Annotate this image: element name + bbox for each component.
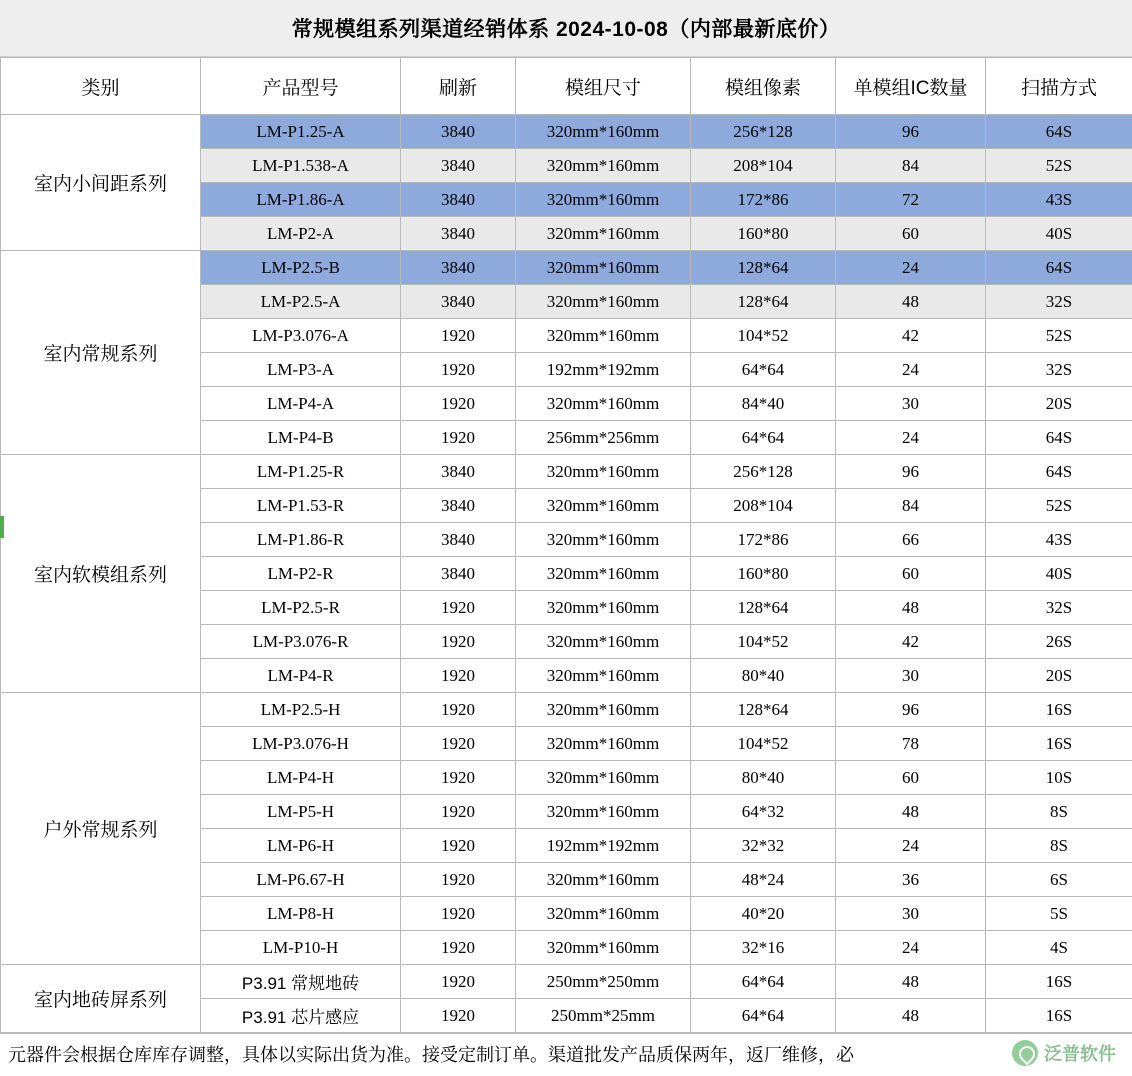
model-cell[interactable]: P3.91 芯片感应 [201,999,401,1033]
module-size-cell[interactable]: 320mm*160mm [516,523,691,557]
ic-count-cell[interactable]: 72 [836,183,986,217]
sheet-title: 常规模组系列渠道经销体系 2024-10-08（内部最新底价） [0,0,1132,57]
scan-mode-cell[interactable]: 40S [986,217,1132,251]
scan-mode-cell[interactable]: 32S [986,285,1132,319]
scan-mode-cell[interactable]: 64S [986,455,1132,489]
model-cell[interactable]: LM-P10-H [201,931,401,965]
refresh-cell[interactable]: 1920 [401,591,516,625]
ic-count-cell[interactable]: 96 [836,455,986,489]
row-selection-marker [0,516,4,538]
module-size-cell[interactable]: 320mm*160mm [516,591,691,625]
scan-mode-cell[interactable]: 8S [986,795,1132,829]
module-pixels-cell[interactable]: 40*20 [691,897,836,931]
category-cell[interactable]: 室内小间距系列 [1,115,201,251]
ic-count-cell[interactable]: 42 [836,625,986,659]
table-row[interactable] [1,251,1132,285]
module-pixels-cell[interactable]: 128*64 [691,251,836,285]
refresh-cell[interactable]: 3840 [401,115,516,149]
table-row[interactable] [1,115,1132,149]
scan-mode-cell[interactable]: 6S [986,863,1132,897]
table-header-row [1,58,1132,115]
model-cell[interactable]: LM-P3.076-R [201,625,401,659]
column-header-category[interactable]: 类别 [1,58,201,115]
watermark-label: 泛普软件 [1044,1044,1116,1064]
column-header-ic-count[interactable]: 单模组IC数量 [836,58,986,115]
model-cell[interactable]: LM-P3.076-A [201,319,401,353]
ic-count-cell[interactable]: 60 [836,761,986,795]
ic-count-cell[interactable]: 24 [836,421,986,455]
model-cell[interactable]: LM-P5-H [201,795,401,829]
scan-mode-cell[interactable]: 43S [986,523,1132,557]
refresh-cell[interactable]: 3840 [401,183,516,217]
refresh-cell[interactable]: 3840 [401,557,516,591]
module-size-cell[interactable]: 320mm*160mm [516,625,691,659]
scan-mode-cell[interactable]: 20S [986,387,1132,421]
module-pixels-cell[interactable]: 128*64 [691,693,836,727]
scan-mode-cell[interactable]: 26S [986,625,1132,659]
price-table [0,57,1132,1033]
refresh-cell[interactable]: 1920 [401,727,516,761]
module-pixels-cell[interactable]: 104*52 [691,625,836,659]
model-cell[interactable]: LM-P2.5-B [201,251,401,285]
module-size-cell[interactable]: 320mm*160mm [516,285,691,319]
ic-count-cell[interactable]: 30 [836,659,986,693]
refresh-cell[interactable]: 1920 [401,999,516,1033]
scan-mode-cell[interactable]: 16S [986,999,1132,1033]
scan-mode-cell[interactable]: 43S [986,183,1132,217]
module-pixels-cell[interactable]: 160*80 [691,217,836,251]
scan-mode-cell[interactable]: 52S [986,149,1132,183]
column-header-module-size[interactable]: 模组尺寸 [516,58,691,115]
module-pixels-cell[interactable]: 64*64 [691,965,836,999]
refresh-cell[interactable]: 1920 [401,829,516,863]
scan-mode-cell[interactable]: 16S [986,693,1132,727]
ic-count-cell[interactable]: 48 [836,965,986,999]
model-cell[interactable]: LM-P1.53-R [201,489,401,523]
ic-count-cell[interactable]: 42 [836,319,986,353]
module-size-cell[interactable]: 320mm*160mm [516,217,691,251]
module-size-cell[interactable]: 320mm*160mm [516,727,691,761]
module-pixels-cell[interactable]: 48*24 [691,863,836,897]
ic-count-cell[interactable]: 96 [836,115,986,149]
ic-count-cell[interactable]: 24 [836,931,986,965]
module-size-cell[interactable]: 250mm*25mm [516,999,691,1033]
category-cell[interactable]: 户外常规系列 [1,693,201,965]
model-cell[interactable]: LM-P6-H [201,829,401,863]
model-cell[interactable]: LM-P3-A [201,353,401,387]
module-pixels-cell[interactable]: 208*104 [691,149,836,183]
module-pixels-cell[interactable]: 104*52 [691,319,836,353]
refresh-cell[interactable]: 3840 [401,251,516,285]
module-size-cell[interactable]: 320mm*160mm [516,489,691,523]
module-size-cell[interactable]: 320mm*160mm [516,761,691,795]
model-cell[interactable]: LM-P8-H [201,897,401,931]
scan-mode-cell[interactable]: 64S [986,421,1132,455]
table-row[interactable] [1,965,1132,999]
module-size-cell[interactable]: 320mm*160mm [516,897,691,931]
table-header [1,58,1132,115]
model-cell[interactable]: LM-P6.67-H [201,863,401,897]
module-pixels-cell[interactable]: 64*32 [691,795,836,829]
module-size-cell[interactable]: 320mm*160mm [516,319,691,353]
module-pixels-cell[interactable]: 172*86 [691,523,836,557]
refresh-cell[interactable]: 3840 [401,149,516,183]
refresh-cell[interactable]: 1920 [401,795,516,829]
module-size-cell[interactable]: 320mm*160mm [516,795,691,829]
module-pixels-cell[interactable]: 128*64 [691,591,836,625]
model-cell[interactable]: LM-P4-A [201,387,401,421]
module-size-cell[interactable]: 320mm*160mm [516,455,691,489]
ic-count-cell[interactable]: 60 [836,217,986,251]
refresh-cell[interactable]: 1920 [401,625,516,659]
watermark [1012,1040,1116,1066]
scan-mode-cell[interactable]: 4S [986,931,1132,965]
category-cell[interactable]: 室内地砖屏系列 [1,965,201,1033]
scan-mode-cell[interactable]: 16S [986,965,1132,999]
module-size-cell[interactable]: 320mm*160mm [516,863,691,897]
ic-count-cell[interactable]: 24 [836,251,986,285]
column-header-refresh[interactable]: 刷新 [401,58,516,115]
module-pixels-cell[interactable]: 172*86 [691,183,836,217]
scan-mode-cell[interactable]: 16S [986,727,1132,761]
scan-mode-cell[interactable]: 64S [986,251,1132,285]
module-size-cell[interactable]: 250mm*250mm [516,965,691,999]
model-cell[interactable]: LM-P2.5-R [201,591,401,625]
ic-count-cell[interactable]: 30 [836,897,986,931]
module-pixels-cell[interactable]: 208*104 [691,489,836,523]
refresh-cell[interactable]: 1920 [401,659,516,693]
model-cell[interactable]: LM-P2.5-H [201,693,401,727]
model-cell[interactable]: LM-P2-A [201,217,401,251]
module-size-cell[interactable]: 320mm*160mm [516,387,691,421]
ic-count-cell[interactable]: 78 [836,727,986,761]
module-pixels-cell[interactable]: 64*64 [691,421,836,455]
scan-mode-cell[interactable]: 10S [986,761,1132,795]
module-size-cell[interactable]: 320mm*160mm [516,251,691,285]
refresh-cell[interactable]: 1920 [401,319,516,353]
column-header-scan-mode[interactable]: 扫描方式 [986,58,1132,115]
model-cell[interactable]: LM-P1.538-A [201,149,401,183]
footnote-row [0,1033,1132,1074]
ic-count-cell[interactable]: 48 [836,591,986,625]
module-size-cell[interactable]: 320mm*160mm [516,659,691,693]
refresh-cell[interactable]: 1920 [401,693,516,727]
module-pixels-cell[interactable]: 64*64 [691,353,836,387]
ic-count-cell[interactable]: 48 [836,999,986,1033]
ic-count-cell[interactable]: 30 [836,387,986,421]
ic-count-cell[interactable]: 36 [836,863,986,897]
refresh-cell[interactable]: 1920 [401,761,516,795]
module-size-cell[interactable]: 320mm*160mm [516,183,691,217]
model-cell[interactable]: LM-P3.076-H [201,727,401,761]
column-header-model[interactable]: 产品型号 [201,58,401,115]
model-cell[interactable]: LM-P1.86-R [201,523,401,557]
column-header-module-pixels[interactable]: 模组像素 [691,58,836,115]
model-cell[interactable]: LM-P1.86-A [201,183,401,217]
model-cell[interactable]: LM-P4-H [201,761,401,795]
scan-mode-cell[interactable]: 52S [986,319,1132,353]
module-size-cell[interactable]: 320mm*160mm [516,149,691,183]
scan-mode-cell[interactable]: 64S [986,115,1132,149]
scan-mode-cell[interactable]: 20S [986,659,1132,693]
module-size-cell[interactable]: 320mm*160mm [516,557,691,591]
scan-mode-cell[interactable]: 52S [986,489,1132,523]
module-pixels-cell[interactable]: 64*64 [691,999,836,1033]
ic-count-cell[interactable]: 48 [836,285,986,319]
refresh-cell[interactable]: 1920 [401,897,516,931]
ic-count-cell[interactable]: 66 [836,523,986,557]
refresh-cell[interactable]: 1920 [401,965,516,999]
ic-count-cell[interactable]: 48 [836,795,986,829]
model-cell[interactable]: LM-P1.25-A [201,115,401,149]
module-pixels-cell[interactable]: 256*128 [691,115,836,149]
ic-count-cell[interactable]: 84 [836,489,986,523]
table-body [1,115,1132,1033]
module-size-cell[interactable]: 320mm*160mm [516,115,691,149]
leaf-icon [1012,1040,1038,1066]
scan-mode-cell[interactable]: 8S [986,829,1132,863]
refresh-cell[interactable]: 3840 [401,285,516,319]
module-size-cell[interactable]: 320mm*160mm [516,931,691,965]
module-pixels-cell[interactable]: 104*52 [691,727,836,761]
module-size-cell[interactable]: 192mm*192mm [516,829,691,863]
module-size-cell[interactable]: 192mm*192mm [516,353,691,387]
model-cell[interactable]: P3.91 常规地砖 [201,965,401,999]
module-pixels-cell[interactable]: 32*16 [691,931,836,965]
module-size-cell[interactable]: 320mm*160mm [516,693,691,727]
refresh-cell[interactable]: 3840 [401,523,516,557]
refresh-cell[interactable]: 3840 [401,489,516,523]
module-pixels-cell[interactable]: 256*128 [691,455,836,489]
module-size-cell[interactable]: 256mm*256mm [516,421,691,455]
model-cell[interactable]: LM-P2-R [201,557,401,591]
refresh-cell[interactable]: 1920 [401,387,516,421]
refresh-cell[interactable]: 1920 [401,931,516,965]
refresh-cell[interactable]: 3840 [401,455,516,489]
module-pixels-cell[interactable]: 128*64 [691,285,836,319]
category-cell[interactable]: 室内软模组系列 [1,455,201,693]
ic-count-cell[interactable]: 96 [836,693,986,727]
scan-mode-cell[interactable]: 32S [986,353,1132,387]
model-cell[interactable]: LM-P1.25-R [201,455,401,489]
scan-mode-cell[interactable]: 5S [986,897,1132,931]
ic-count-cell[interactable]: 24 [836,829,986,863]
refresh-cell[interactable]: 1920 [401,353,516,387]
model-cell[interactable]: LM-P2.5-A [201,285,401,319]
ic-count-cell[interactable]: 84 [836,149,986,183]
table-row[interactable] [1,693,1132,727]
category-cell[interactable]: 室内常规系列 [1,251,201,455]
model-cell[interactable]: LM-P4-R [201,659,401,693]
module-pixels-cell[interactable]: 80*40 [691,659,836,693]
scan-mode-cell[interactable]: 40S [986,557,1132,591]
ic-count-cell[interactable]: 24 [836,353,986,387]
scan-mode-cell[interactable]: 32S [986,591,1132,625]
model-cell[interactable]: LM-P4-B [201,421,401,455]
refresh-cell[interactable]: 1920 [401,863,516,897]
module-pixels-cell[interactable]: 84*40 [691,387,836,421]
module-pixels-cell[interactable]: 80*40 [691,761,836,795]
refresh-cell[interactable]: 3840 [401,217,516,251]
table-row[interactable] [1,455,1132,489]
footnote-text: 元器件会根据仓库库存调整，具体以实际出货为准。接受定制订单。渠道批发产品质保两年，返厂维修，必 [8,1045,854,1065]
ic-count-cell[interactable]: 60 [836,557,986,591]
module-pixels-cell[interactable]: 32*32 [691,829,836,863]
module-pixels-cell[interactable]: 160*80 [691,557,836,591]
refresh-cell[interactable]: 1920 [401,421,516,455]
